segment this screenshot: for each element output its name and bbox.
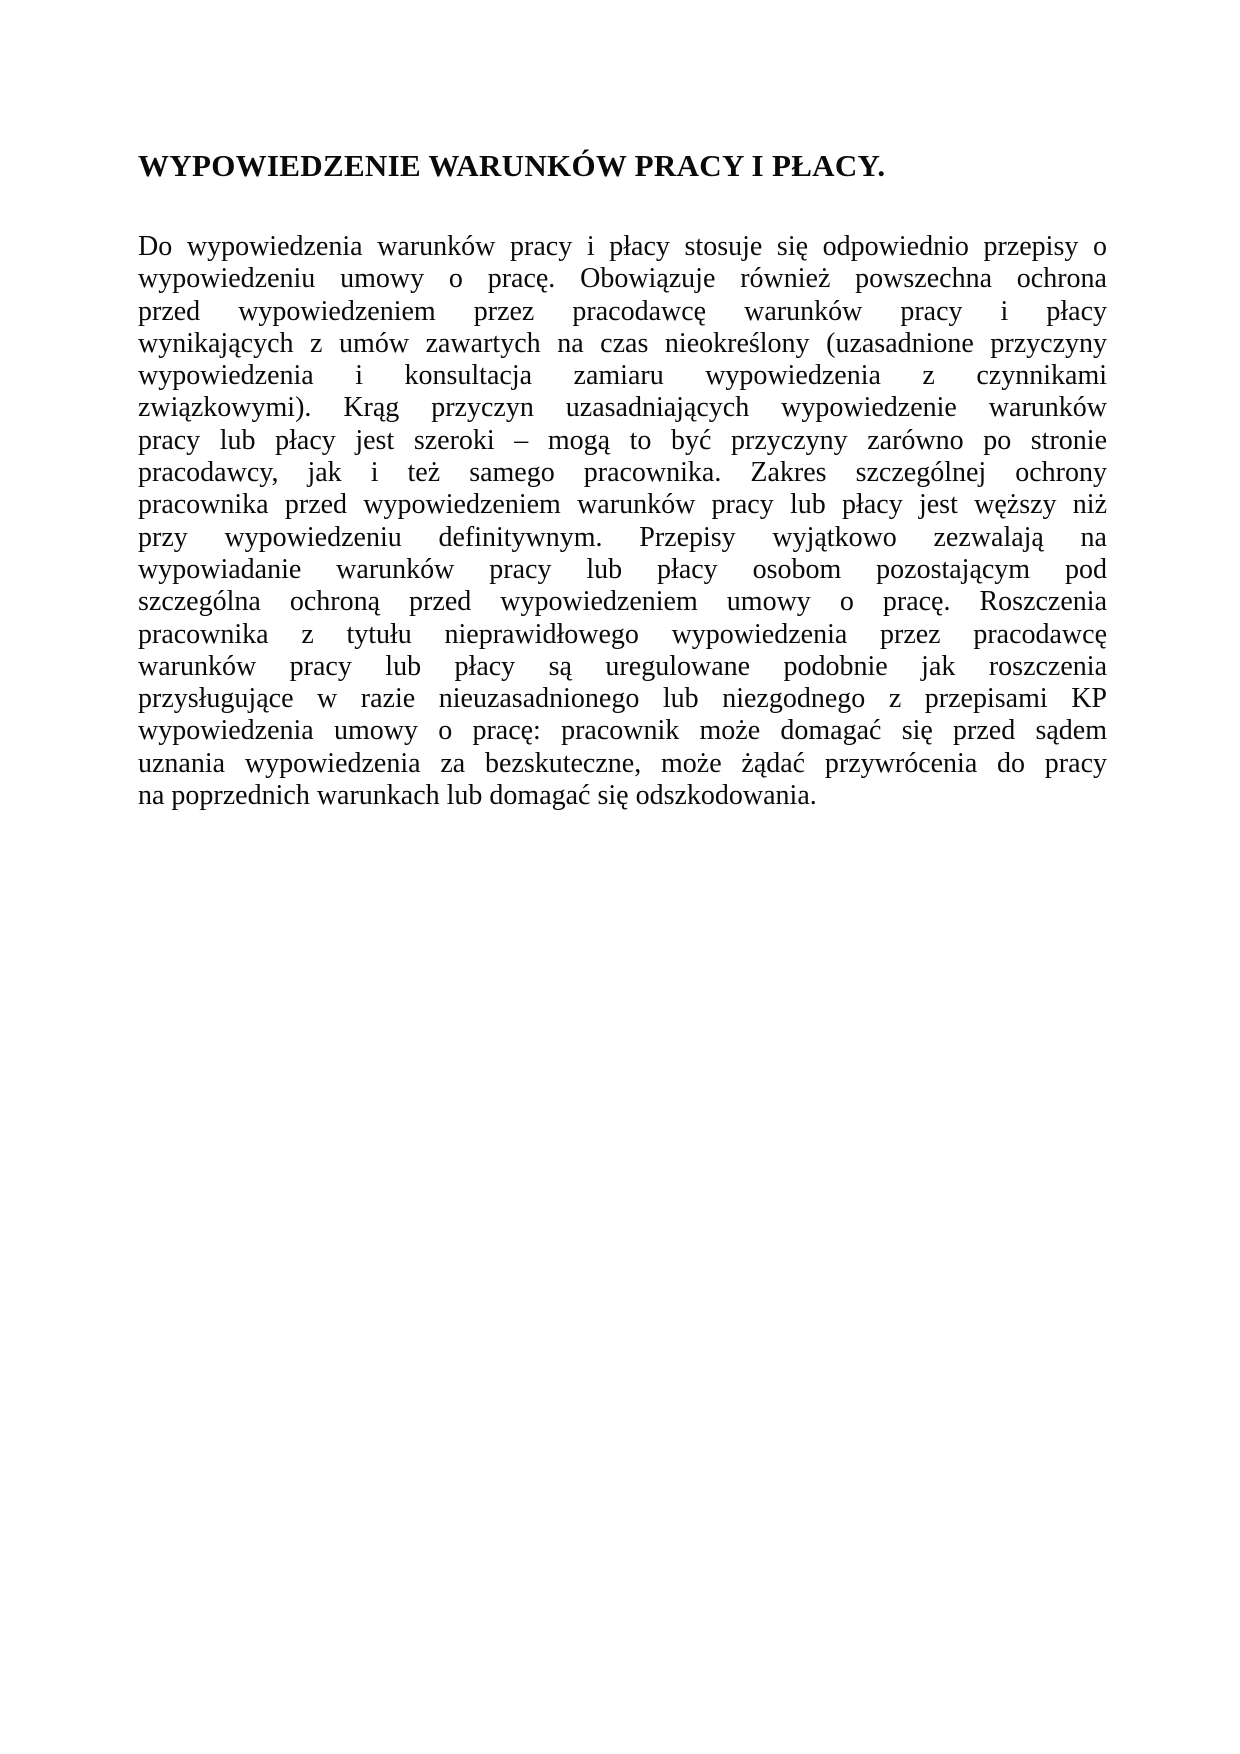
text-line: Do wypowiedzenia warunków pracy i płacy stosuje się odpowiednio przepisy o: [138, 231, 1107, 262]
text-line: pracownika przed wypowiedzeniem warunków pracy lub płacy jest węższy niż: [138, 489, 1107, 521]
document-title: WYPOWIEDZENIE WARUNKÓW PRACY I PŁACY.: [138, 148, 886, 183]
text-line: pracownika z tytułu nieprawidłowego wypowiedzenia przez pracodawcę: [138, 618, 1107, 650]
document-content: [138, 148, 1107, 812]
text-line: uznania wypowiedzenia za bezskuteczne, może żądać przywrócenia do pracy: [138, 747, 1107, 779]
text-line: wynikających z umów zawartych na czas nieokreślony (uzasadnione przyczyny: [138, 327, 1107, 359]
text-line: wypowiedzenia i konsultacja zamiaru wypowiedzenia z czynnikami: [138, 360, 1107, 392]
text-line: przy wypowiedzeniu definitywnym. Przepisy wyjątkowo zezwalają na: [138, 521, 1107, 553]
text-line: na poprzednich warunkach lub domagać się odszkodowania.: [138, 780, 817, 812]
body-paragraph: [138, 231, 1107, 812]
text-line: warunków pracy lub płacy są uregulowane podobnie jak roszczenia: [138, 650, 1107, 682]
text-line: pracy lub płacy jest szeroki – mogą to być przyczyny zarówno po stronie: [138, 424, 1107, 456]
text-line: przed wypowiedzeniem przez pracodawcę warunków pracy i płacy: [138, 295, 1107, 327]
text-line: przysługujące w razie nieuzasadnionego lub niezgodnego z przepisami KP: [138, 683, 1107, 715]
text-line: wypowiedzeniu umowy o pracę. Obowiązuje również powszechna ochrona: [138, 263, 1107, 295]
text-line: szczególna ochroną przed wypowiedzeniem umowy o pracę. Roszczenia: [138, 586, 1107, 618]
text-line: pracodawcy, jak i też samego pracownika. Zakres szczególnej ochrony: [138, 457, 1107, 489]
text-line: wypowiadanie warunków pracy lub płacy osobom pozostającym pod: [138, 553, 1107, 585]
text-line: związkowymi). Krąg przyczyn uzasadniających wypowiedzenie warunków: [138, 392, 1107, 424]
text-line: wypowiedzenia umowy o pracę: pracownik może domagać się przed sądem: [138, 715, 1107, 747]
